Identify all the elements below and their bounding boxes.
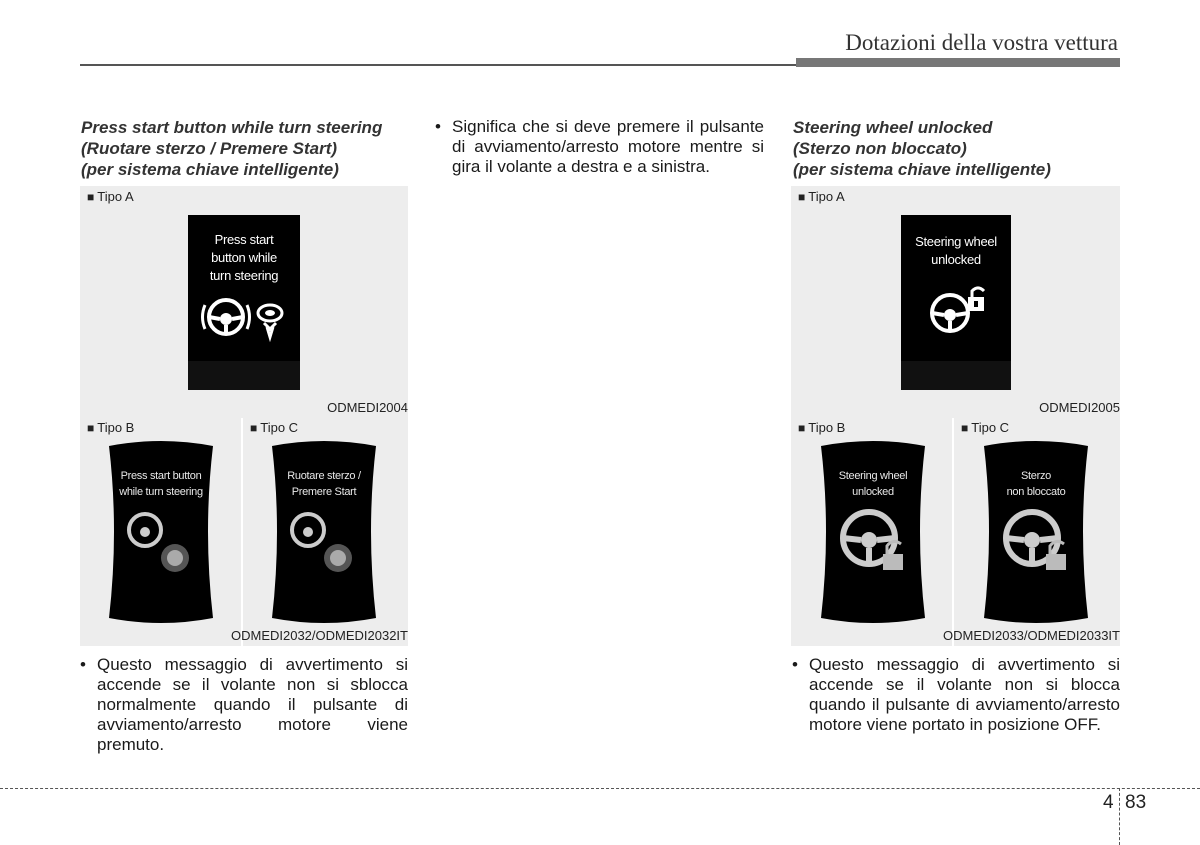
- bullet-icon: •: [792, 655, 798, 674]
- cluster-display-screen: [188, 215, 300, 390]
- heading-line: Press start button while turn steering: [81, 118, 383, 137]
- left-figure-tipo-bc: [80, 418, 408, 646]
- square-marker-icon: ■: [961, 421, 969, 435]
- screen-message: Steering wheel unlocked: [915, 234, 997, 267]
- square-marker-icon: ■: [798, 190, 806, 204]
- figure-divider: [241, 418, 243, 646]
- bullet-icon: •: [435, 117, 441, 136]
- page-number: 83: [1125, 792, 1147, 813]
- chapter-number: 4: [1103, 792, 1114, 813]
- figure-label: ■ Tipo A: [798, 189, 845, 204]
- screen-message: Press start button while turn steering: [119, 470, 203, 498]
- heading-line: (Ruotare sterzo / Premere Start): [81, 139, 338, 158]
- square-marker-icon: ■: [798, 421, 806, 435]
- screen-message: Sterzo non bloccato: [1006, 470, 1066, 498]
- footer-dashed-divider: [1119, 788, 1120, 845]
- right-figure-tipo-a: [791, 186, 1120, 418]
- left-bullet-paragraph: [80, 655, 408, 755]
- screen-bottom-band: [901, 361, 1011, 390]
- cluster-display-tipo-c: [982, 438, 1090, 624]
- left-section-heading: [81, 117, 382, 180]
- figure-code: ODMEDI2033/ODMEDI2033IT: [942, 628, 1120, 643]
- steering-wheel-rotate-icon: [198, 293, 290, 343]
- figure-label: ■ Tipo B: [87, 420, 135, 435]
- figure-divider: [952, 418, 954, 646]
- header-rule-accent: [796, 58, 1120, 67]
- middle-bullet-paragraph: [435, 117, 764, 177]
- cluster-display-tipo-b: [819, 438, 927, 624]
- figure-code: ODMEDI2005: [1039, 400, 1120, 415]
- figure-code: ODMEDI2004: [327, 400, 408, 415]
- screen-message: Press start button while turn steering: [209, 232, 279, 283]
- screen-bottom-band: [188, 361, 300, 390]
- figure-label: ■ Tipo C: [961, 420, 1010, 435]
- bullet-item: • Questo messaggio di avvertimento si accende se il volante non si sblocca normalmente quando il pulsante di avviamento/arresto motore viene premuto.: [80, 655, 408, 754]
- figure-label: ■ Tipo A: [87, 189, 134, 204]
- bullet-item: • Significa che si deve premere il pulsante di avviamento/arresto motore mentre si gira il volante a destra e a sinistra.: [435, 117, 764, 176]
- heading-line: (Sterzo non bloccato): [793, 139, 967, 158]
- header-rule: [80, 64, 796, 66]
- cluster-display-tipo-c: [270, 438, 378, 624]
- right-section-heading: [793, 117, 1051, 180]
- start-button-press-icon: [258, 305, 282, 337]
- square-marker-icon: ■: [87, 190, 95, 204]
- heading-line: (per sistema chiave intelligente): [81, 160, 339, 179]
- heading-line: (per sistema chiave intelligente): [793, 160, 1051, 179]
- screen-message: Ruotare sterzo / Premere Start: [287, 470, 361, 498]
- square-marker-icon: ■: [250, 421, 258, 435]
- screen-message: Steering wheel unlocked: [838, 470, 908, 498]
- bullet-item: • Questo messaggio di avvertimento si accende se il volante non si blocca quando il pulsante di avviamento/arresto motore viene portato in posizione OFF.: [792, 655, 1120, 734]
- open-padlock-icon: [968, 288, 984, 311]
- cluster-display-screen: [901, 215, 1011, 390]
- footer-dashed-rule: [0, 788, 1200, 789]
- right-bullet-paragraph: [792, 655, 1120, 735]
- figure-label: ■ Tipo B: [798, 420, 846, 435]
- figure-code: ODMEDI2032/ODMEDI2032IT: [230, 628, 408, 643]
- figure-label: ■ Tipo C: [250, 420, 299, 435]
- running-header-title: Dotazioni della vostra vettura: [845, 30, 1118, 55]
- bullet-icon: •: [80, 655, 86, 674]
- left-figure-tipo-a: [80, 186, 408, 418]
- steering-wheel-unlocked-icon: [926, 285, 988, 337]
- cluster-display-tipo-b: [107, 438, 215, 624]
- square-marker-icon: ■: [87, 421, 95, 435]
- right-figure-tipo-bc: [791, 418, 1120, 646]
- heading-line: Steering wheel unlocked: [793, 118, 993, 137]
